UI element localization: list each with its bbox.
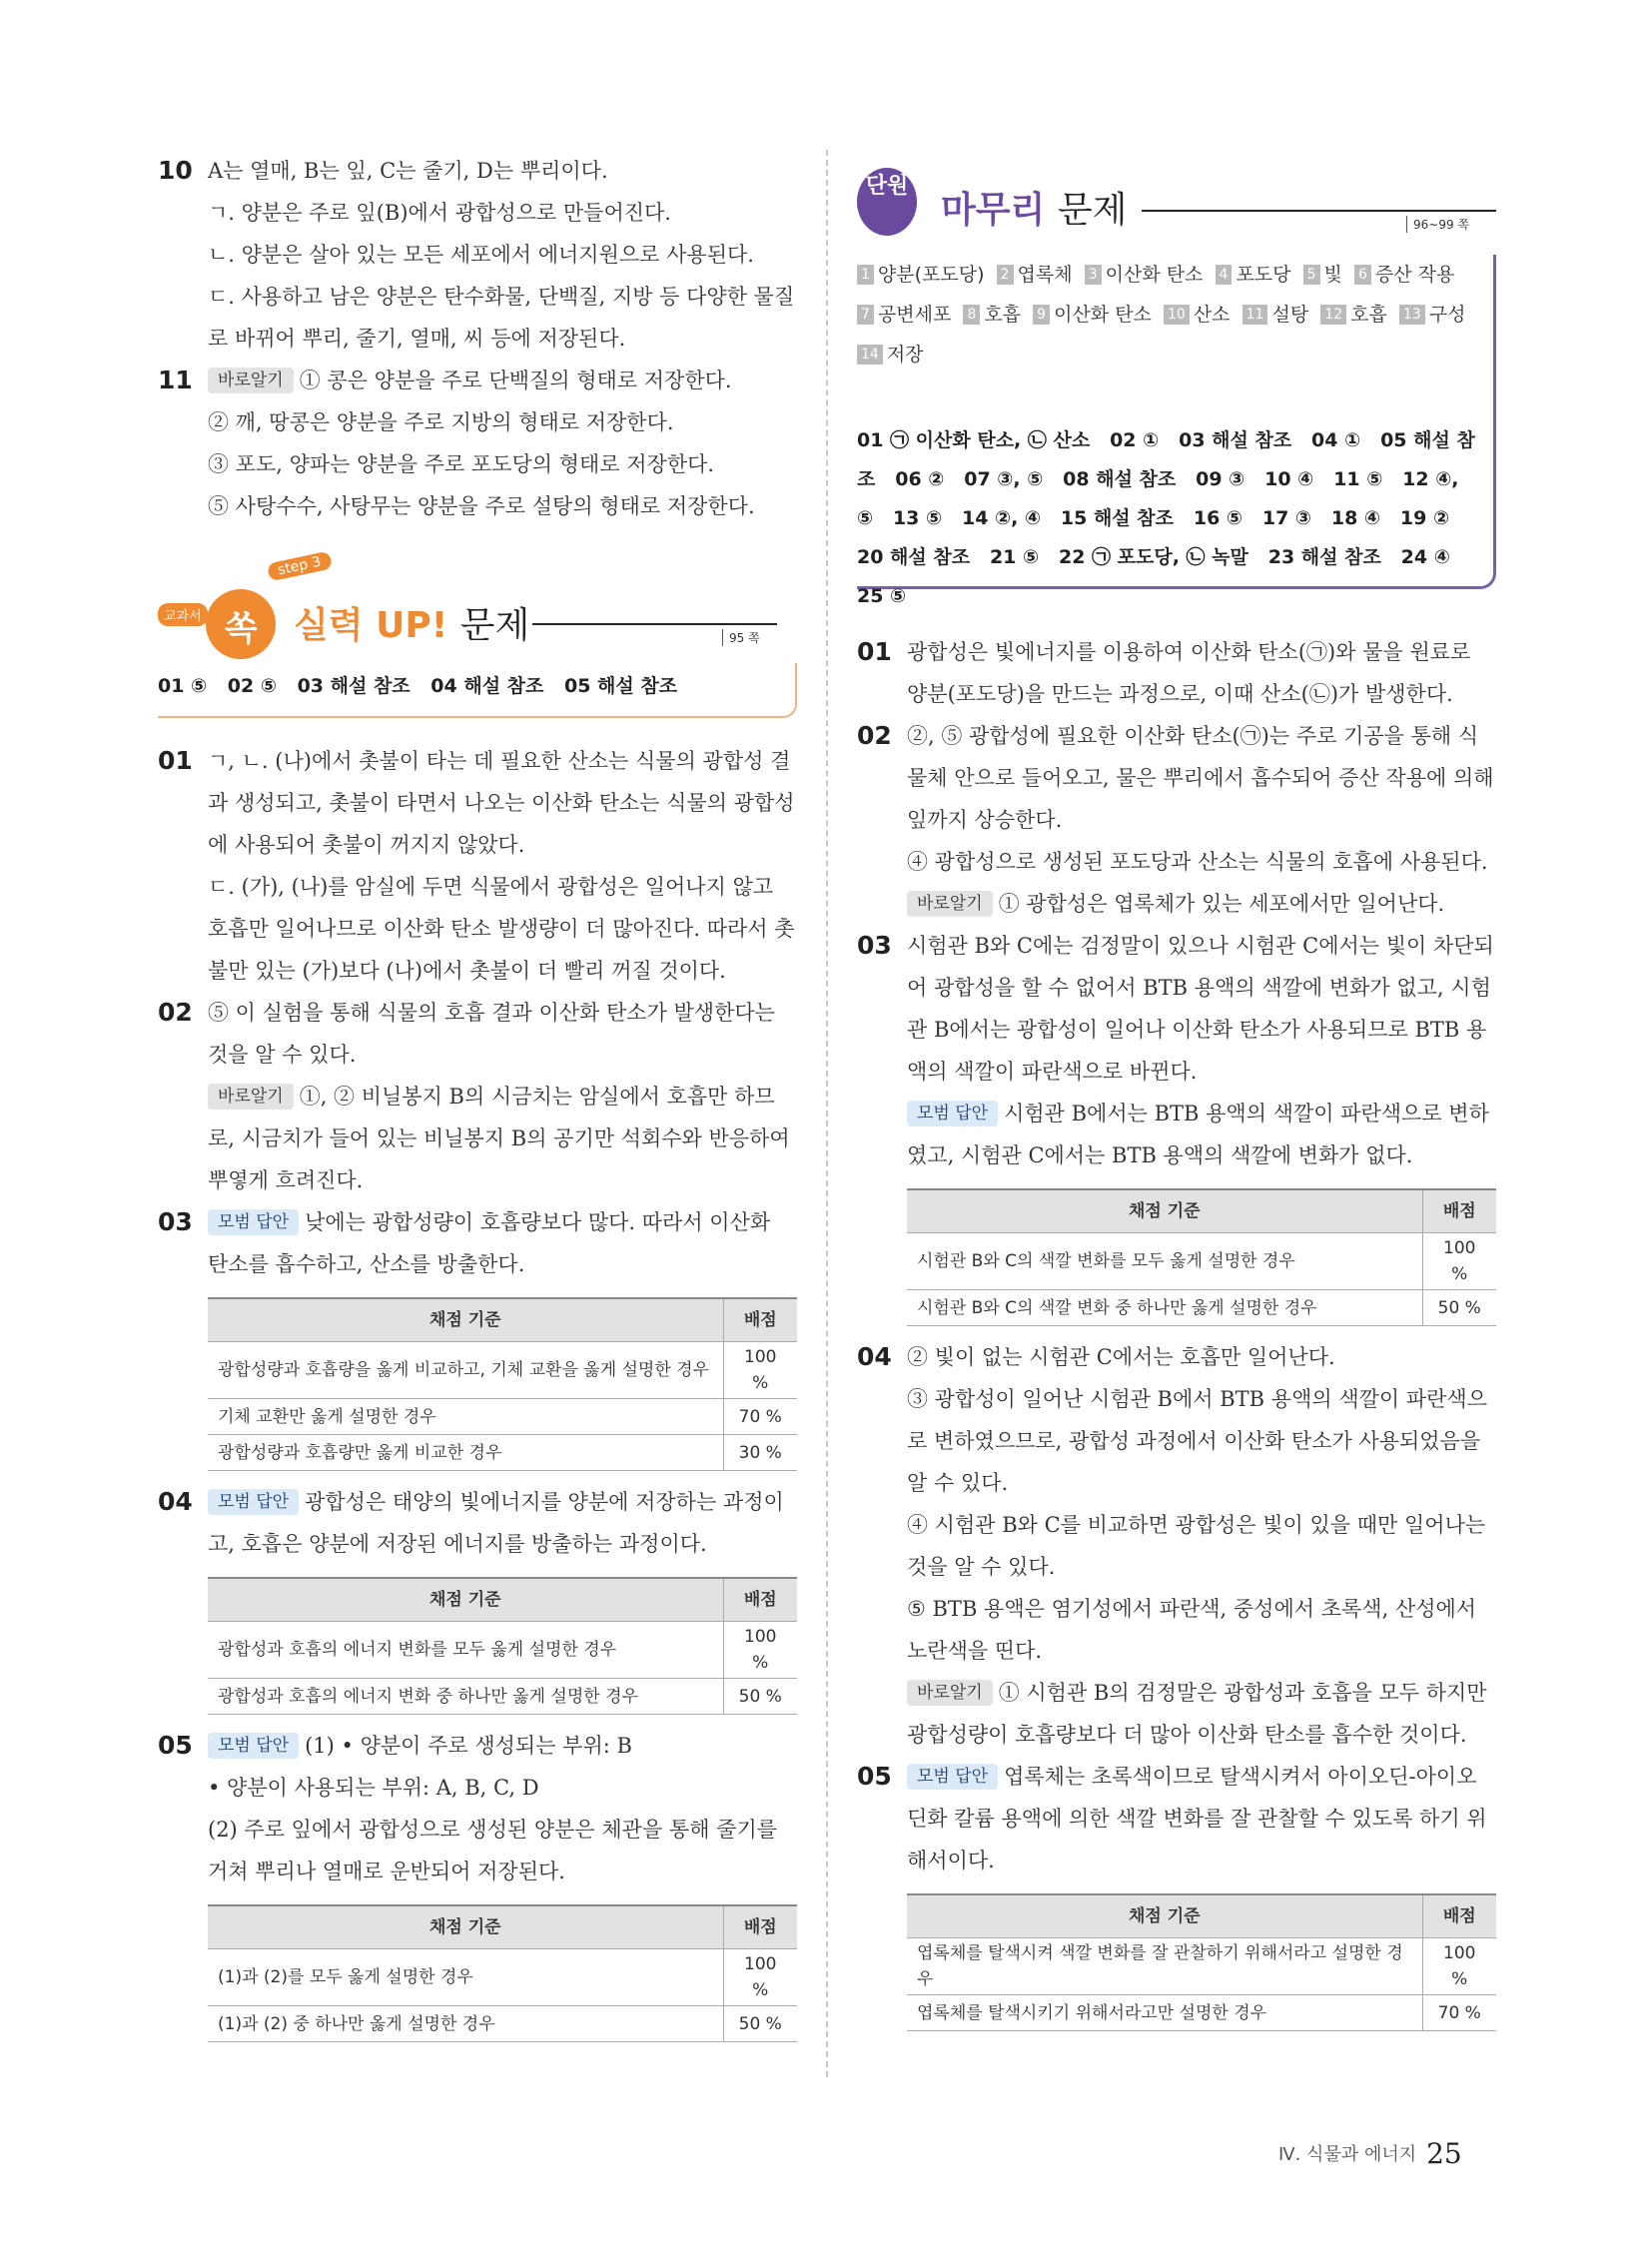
keyword: 4 포도당 bbox=[1216, 264, 1291, 286]
keyword: 13 구성 bbox=[1399, 304, 1466, 326]
scoring-table: 채점 기준 배점 엽록체를 탈색시켜 색깔 변화를 잘 관찰하기 위해서라고 설명한 경우 100 % 엽록체를 탈색시키기 위해서라고만 설명한 경우 70 % bbox=[907, 1893, 1496, 2031]
keyword: 1 양분(포도당) bbox=[857, 264, 985, 286]
keyword: 2 엽록체 bbox=[997, 264, 1073, 286]
section-title: 마무리 문제 bbox=[941, 190, 1128, 231]
right-column bbox=[857, 160, 1496, 2041]
table-row: 기체 교환만 옳게 설명한 경우 70 % bbox=[208, 1399, 797, 1435]
page-footer bbox=[1278, 2137, 1462, 2170]
table-row: 광합성과 호흡의 에너지 변화를 모두 옳게 설명한 경우 100 % bbox=[208, 1622, 797, 1679]
u03: 03 시험관 B와 C에는 검정말이 있으나 시험관 C에서는 빛이 차단되어 광합성을 할 수 없어서 BTB 용액의 색깔에 변화가 없고, 시험관 B에서는 광합성이 일어나 이산화 탄소가 사용되므로 BTB 용액의 색깔이 파란색으로 바뀐다. 모범 답안 시험관 B에서는 BTB 용액의 색깔이 파란색으로 변하였고, 시험관 C에서는 BTB 용액의 색깔에 변화가 없다. 채점 기준 배점 시험관 B와 C의 색깔 변화를 모두 옳게 설명한 경우 100 % 시험관 B와 C의 색깔 변화 중 하나만 옳게 설명한 경우 50 % bbox=[857, 925, 1496, 1326]
q10-line: ㄴ. 양분은 살아 있는 모든 세포에서 에너지원으로 사용된다. bbox=[208, 243, 754, 267]
model-answer-tag: 모범 답안 bbox=[208, 1489, 299, 1515]
unit-review-box bbox=[857, 160, 1496, 607]
model-answer-tag: 모범 답안 bbox=[208, 1209, 299, 1235]
u02: 02 ②, ⑤ 광합성에 필요한 이산화 탄소(㉠)는 주로 기공을 통해 식물체 안으로 들어오고, 물은 뿌리에서 흡수되어 증산 작용에 의해 잎까지 상승한다. ④ 광합성으로 생성된 포도당과 산소는 식물의 호흡에 사용된다. 바로알기 ① 광합성은 엽록체가 있는 세포에서만 일어난다. bbox=[857, 721, 1494, 916]
keyword: 10 산소 bbox=[1164, 304, 1231, 326]
correction-tag: 바로알기 bbox=[208, 368, 294, 393]
table-row: 광합성과 호흡의 에너지 변화 중 하나만 옳게 설명한 경우 50 % bbox=[208, 1679, 797, 1715]
correction-tag: 바로알기 bbox=[208, 1084, 294, 1110]
scoring-table: 채점 기준 배점 광합성과 호흡의 에너지 변화를 모두 옳게 설명한 경우 100 % 광합성과 호흡의 에너지 변화 중 하나만 옳게 설명한 경우 50 % bbox=[208, 1577, 797, 1715]
keyword: 3 이산화 탄소 bbox=[1085, 264, 1204, 286]
correction-tag: 바로알기 bbox=[907, 1680, 993, 1706]
keyword: 7 공변세포 bbox=[857, 304, 951, 326]
chapter-label: Ⅳ. 식물과 에너지 bbox=[1278, 2144, 1417, 2165]
step3-answers: 01 ⑤ 02 ⑤ 03 해설 참조 04 해설 참조 05 해설 참조 bbox=[158, 663, 797, 718]
keyword: 8 호흡 bbox=[963, 304, 1021, 326]
column-divider bbox=[826, 150, 828, 2077]
scoring-table: 채점 기준 배점 광합성량과 호흡량을 옳게 비교하고, 기체 교환을 옳게 설명한 경우 100 % 기체 교환만 옳게 설명한 경우 70 % 광합성량과 호흡량만 옳게 비교한 경우 30 % bbox=[208, 1297, 797, 1471]
u01: 01 광합성은 빛에너지를 이용하여 이산화 탄소(㉠)와 물을 원료로 양분(포도당)을 만드는 과정으로, 이때 산소(㉡)가 발생한다. bbox=[857, 637, 1471, 706]
q10: 10 A는 열매, B는 잎, C는 줄기, D는 뿌리이다. ㄱ. 양분은 주로 잎(B)에서 광합성으로 만들어진다. ㄴ. 양분은 살아 있는 모든 세포에서 에너지원으로 사용된다. ㄷ. 사용하고 남은 양분은 탄수화물, 단백질, 지방 등 다양한 물질로 바뀌어 뿌리, 줄기, 열매, 씨 등에 저장된다. bbox=[158, 150, 797, 360]
page-ref: 95 쪽 bbox=[722, 629, 760, 646]
keyword: 12 호흡 bbox=[1320, 304, 1387, 326]
model-answer-tag: 모범 답안 bbox=[907, 1764, 998, 1790]
model-answer-tag: 모범 답안 bbox=[208, 1733, 299, 1759]
correction-tag: 바로알기 bbox=[907, 891, 993, 917]
left-column bbox=[158, 150, 797, 2052]
table-row: 엽록체를 탈색시키기 위해서라고만 설명한 경우 70 % bbox=[907, 1995, 1496, 2031]
q10-line: A는 열매, B는 잎, C는 줄기, D는 뿌리이다. bbox=[208, 159, 608, 183]
table-row: 엽록체를 탈색시켜 색깔 변화를 잘 관찰하기 위해서라고 설명한 경우 100 % bbox=[907, 1938, 1496, 1995]
keyword: 14 저장 bbox=[857, 344, 924, 366]
table-row: 시험관 B와 C의 색깔 변화 중 하나만 옳게 설명한 경우 50 % bbox=[907, 1290, 1496, 1326]
q11-line: ③ 포도, 양파는 양분을 주로 포도당의 형태로 저장한다. bbox=[208, 452, 715, 476]
keyword: 5 빛 bbox=[1303, 264, 1342, 286]
unit-answers: 01 ㉠ 이산화 탄소, ㉡ 산소 02 ① 03 해설 참조 04 ① 05 해설 참조 06 ② 07 ③, ⑤ 08 해설 참조 09 ③ 10 ④ 11 ⑤ 12 ④, ⑤ 13 ⑤ 14 ②, ④ 15 해설 참조 16 ⑤ 17 ③ 18 ④ 19 ② 20 해설 참조 21 ⑤ 22 ㉠ 포도당, ㉡ 녹말 23 해설 참조 24 ④ 25 ⑤ bbox=[857, 429, 1475, 607]
table-row: 광합성량과 호흡량을 옳게 비교하고, 기체 교환을 옳게 설명한 경우 100 % bbox=[208, 1342, 797, 1399]
keyword: 11 설탕 bbox=[1242, 304, 1309, 326]
gear-badge-icon: 쏙 bbox=[206, 589, 276, 659]
q11-line: ⑤ 사탕수수, 사탕무는 양분을 주로 설탕의 형태로 저장한다. bbox=[208, 494, 755, 518]
step-label: step 3 bbox=[267, 551, 333, 582]
s05: 05 모범 답안 (1) • 양분이 주로 생성되는 부위: B • 양분이 사용되는 부위: A, B, C, D (2) 주로 잎에서 광합성으로 생성된 양분은 체관을 통해 줄기를 거쳐 뿌리나 열매로 운반되어 저장된다. 채점 기준 배점 (1)과 (2)를 모두 옳게 설명한 경우 100 % (1)과 (2) 중 하나만 옳게 설명한 경우 50 % bbox=[158, 1725, 797, 2042]
table-row: 시험관 B와 C의 색깔 변화를 모두 옳게 설명한 경우 100 % bbox=[907, 1233, 1496, 1290]
table-row: 광합성량과 호흡량만 옳게 비교한 경우 30 % bbox=[208, 1435, 797, 1471]
step3-header bbox=[158, 553, 797, 663]
page-number: 25 bbox=[1426, 2137, 1462, 2170]
page-ref: 96~99 쪽 bbox=[1406, 216, 1469, 233]
model-answer-tag: 모범 답안 bbox=[907, 1101, 998, 1126]
textbook-tag: 교과서 bbox=[158, 603, 208, 626]
s01: 01 ㄱ, ㄴ. (나)에서 촛불이 타는 데 필요한 산소는 식물의 광합성 결과 생성되고, 촛불이 타면서 나오는 이산화 탄소는 식물의 광합성에 사용되어 촛불이 꺼지지 않았다. ㄷ. (가), (나)를 암실에 두면 식물에서 광합성은 일어나지 않고 호흡만 일어나므로 이산화 탄소 발생량이 더 많아진다. 따라서 촛불만 있는 (가)보다 (나)에서 촛불이 더 빨리 꺼질 것이다. bbox=[158, 746, 795, 983]
title-rule bbox=[1142, 210, 1496, 212]
q10-line: ㄱ. 양분은 주로 잎(B)에서 광합성으로 만들어진다. bbox=[208, 201, 671, 225]
q11-line: ② 깨, 땅콩은 양분을 주로 지방의 형태로 저장한다. bbox=[208, 410, 674, 434]
keyword-list bbox=[857, 255, 1486, 374]
unit-badge-icon: 단원 bbox=[857, 168, 917, 236]
s02: 02 ⑤ 이 실험을 통해 식물의 호흡 결과 이산화 탄소가 발생한다는 것을 알 수 있다. 바로알기 ①, ② 비닐봉지 B의 시금치는 암실에서 호흡만 하므로, 시금치가 들어 있는 비닐봉지 B의 공기만 석회수와 반응하여 뿌옇게 흐려진다. bbox=[158, 998, 790, 1192]
table-row: (1)과 (2) 중 하나만 옳게 설명한 경우 50 % bbox=[208, 2006, 797, 2042]
table-row: (1)과 (2)를 모두 옳게 설명한 경우 100 % bbox=[208, 1949, 797, 2006]
scoring-table: 채점 기준 배점 시험관 B와 C의 색깔 변화를 모두 옳게 설명한 경우 100 % 시험관 B와 C의 색깔 변화 중 하나만 옳게 설명한 경우 50 % bbox=[907, 1188, 1496, 1326]
s03: 03 모범 답안 낮에는 광합성량이 호흡량보다 많다. 따라서 이산화 탄소를 흡수하고, 산소를 방출한다. 채점 기준 배점 광합성량과 호흡량을 옳게 비교하고, 기체 교환을 옳게 설명한 경우 100 % 기체 교환만 옳게 설명한 경우 70 % 광합성량과 호흡량만 옳게 비교한 경우 30 % bbox=[158, 1201, 797, 1471]
section-title: 실력 UP! 문제 bbox=[294, 605, 530, 646]
u05: 05 모범 답안 엽록체는 초록색이므로 탈색시켜서 아이오딘-아이오딘화 칼륨 용액에 의한 색깔 변화를 잘 관찰할 수 있도록 하기 위해서이다. 채점 기준 배점 엽록체를 탈색시켜 색깔 변화를 잘 관찰하기 위해서라고 설명한 경우 100 % 엽록체를 탈색시키기 위해서라고만 설명한 경우 70 % bbox=[857, 1756, 1496, 2031]
s04: 04 모범 답안 광합성은 태양의 빛에너지를 양분에 저장하는 과정이고, 호흡은 양분에 저장된 에너지를 방출하는 과정이다. 채점 기준 배점 광합성과 호흡의 에너지 변화를 모두 옳게 설명한 경우 100 % 광합성과 호흡의 에너지 변화 중 하나만 옳게 설명한 경우 50 % bbox=[158, 1481, 797, 1715]
scoring-table: 채점 기준 배점 (1)과 (2)를 모두 옳게 설명한 경우 100 % (1)과 (2) 중 하나만 옳게 설명한 경우 50 % bbox=[208, 1904, 797, 2042]
title-rule bbox=[532, 623, 777, 625]
keyword: 6 증산 작용 bbox=[1354, 264, 1454, 286]
u04: 04 ② 빛이 없는 시험관 C에서는 호흡만 일어난다. ③ 광합성이 일어난 시험관 B에서 BTB 용액의 색깔이 파란색으로 변하였으므로, 광합성 과정에서 이산화 탄소가 사용되었음을 알 수 있다. ④ 시험관 B와 C를 비교하면 광합성은 빛이 있을 때만 일어나는 것을 알 수 있다. ⑤ BTB 용액은 염기성에서 파란색, 중성에서 초록색, 산성에서 노란색을 띤다. 바로알기 ① 시험관 B의 검정말은 광합성과 호흡을 모두 하지만 광합성량이 호흡량보다 더 많아 이산화 탄소를 흡수한 것이다. bbox=[857, 1342, 1487, 1747]
q10-line: ㄷ. 사용하고 남은 양분은 탄수화물, 단백질, 지방 등 다양한 물질로 바뀌어 뿌리, 줄기, 열매, 씨 등에 저장된다. bbox=[208, 285, 795, 351]
q11: 11 바로알기 ① 콩은 양분을 주로 단백질의 형태로 저장한다. ② 깨, 땅콩은 양분을 주로 지방의 형태로 저장한다. ③ 포도, 양파는 양분을 주로 포도당의 형태로 저장한다. ⑤ 사탕수수, 사탕무는 양분을 주로 설탕의 형태로 저장한다. bbox=[158, 360, 797, 527]
keyword: 9 이산화 탄소 bbox=[1033, 304, 1152, 326]
